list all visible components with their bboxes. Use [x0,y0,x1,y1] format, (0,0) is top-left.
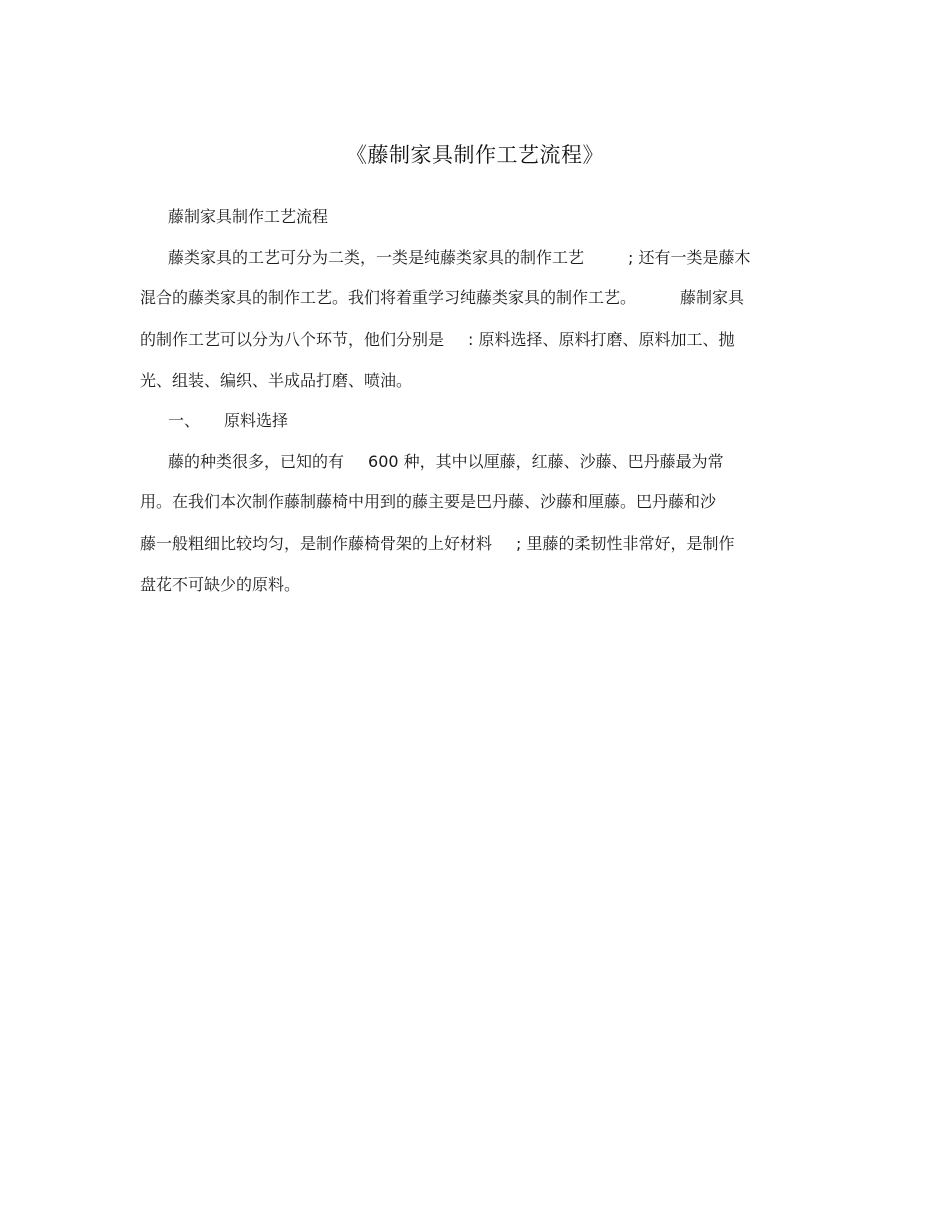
paragraph-line: 光、组装、编织、半成品打磨、喷油。 [140,371,413,390]
text-run: 藤类家具的工艺可分为二类，一类是纯藤类家具的制作工艺 [168,248,585,267]
paragraph-line [140,533,820,555]
text-run: 混合的藤类家具的制作工艺。我们将着重学习纯藤类家具的制作工艺。 [140,288,637,307]
text-run: ; 里藤的柔韧性非常好，是制作 [516,534,735,553]
text-run: 的制作工艺可以分为八个环节，他们分别是 [140,330,445,349]
section-heading [168,410,818,432]
paragraph-line: 盘花不可缺少的原料。 [140,575,301,594]
text-run: : 原料选择、原料打磨、原料加工、抛 [468,330,735,349]
paragraph-line: 用。在我们本次制作藤制藤椅中用到的藤主要是巴丹藤、沙藤和厘藤。巴丹藤和沙 [140,492,717,511]
paragraph-line [140,287,820,309]
section-title: 原料选择 [224,411,289,430]
paragraph-line [168,247,818,269]
section-number: 一、 [168,411,201,430]
paragraph-line [168,451,818,473]
document-title: 《藤制家具制作工艺流程》 [346,143,604,167]
paragraph-line [140,329,820,351]
text-run: ; 还有一类是藤木 [628,248,751,267]
text-run: 600 种，其中以厘藤，红藤、沙藤、巴丹藤最为常 [368,452,724,471]
text-run: 藤的种类很多，已知的有 [168,452,345,471]
text-run: 藤一般粗细比较均匀，是制作藤椅骨架的上好材料 [140,534,493,553]
text-run: 藤制家具 [680,288,745,307]
document-subtitle: 藤制家具制作工艺流程 [168,207,329,226]
